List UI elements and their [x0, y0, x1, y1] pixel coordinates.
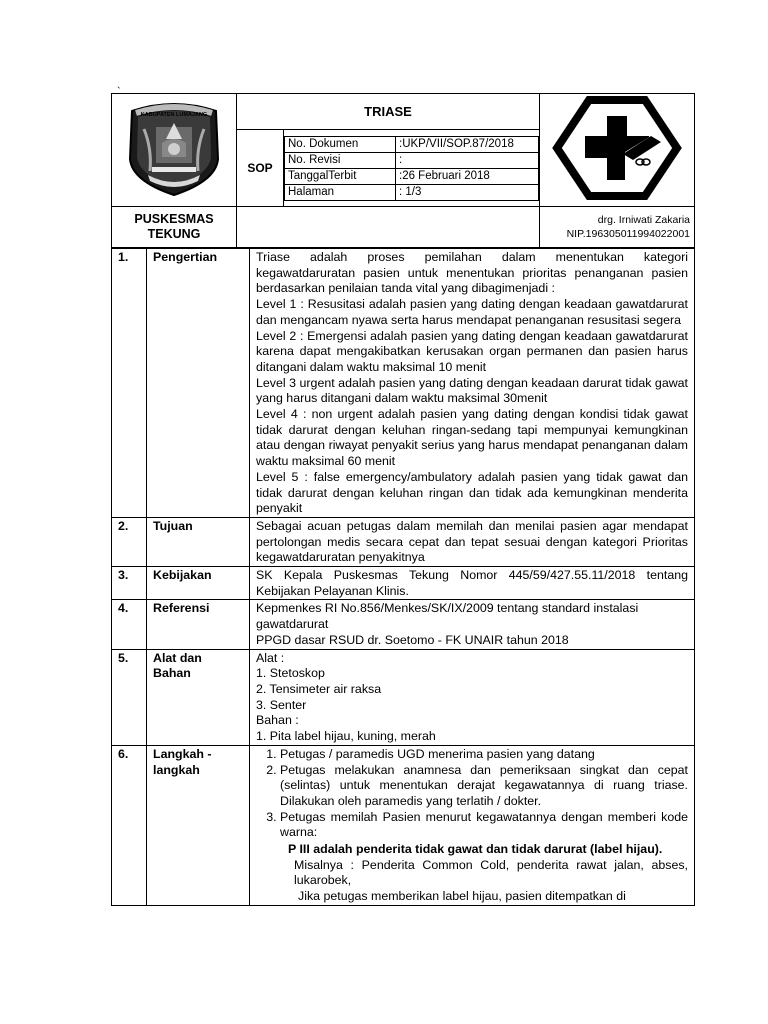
document-title: TRIASE [237, 94, 540, 130]
section-number: 5. [112, 649, 147, 745]
section-label: Alat dan Bahan [147, 649, 250, 745]
paragraph: 1. Stetoskop [256, 666, 325, 681]
section-row [112, 745, 695, 905]
paragraph: Level 5 : false emergency/ambulatory adalah pasien yang tidak gawat dan tidak darurat dengan keluhan ringan dan tidak ada kemungkinan menderita penyakit [256, 469, 688, 516]
section-content [250, 567, 695, 600]
section-number: 3. [112, 567, 147, 600]
puskesmas-logo-cell [540, 94, 695, 207]
sop-content-table [111, 248, 695, 906]
section-row [112, 567, 695, 600]
section-row [112, 649, 695, 745]
signer-name: drg. Irniwati Zakaria [597, 214, 690, 226]
meta-key: No. Dokumen [285, 136, 396, 152]
section-label: Pengertian [147, 249, 250, 518]
example-text: Misalnya : Penderita Common Cold, penderita rawat jalan, abses, lukarobek, [294, 857, 688, 888]
blank-cell [237, 207, 540, 248]
section-row [112, 517, 695, 566]
continuation-text: Jika petugas memberikan label hijau, pasien ditempatkan di [298, 889, 626, 904]
paragraph: Level 4 : non urgent adalah pasien yang dating dengan kondisi tidak gawat tidak darurat dengan keluhan ringan-sedang tapi mempunyai kemungkinan atau dengan riwayat penyakit serius yang harus mendapat penanganan dalam waktu maksimal 60 menit [256, 407, 688, 469]
meta-value: : 1/3 [396, 184, 539, 200]
paragraph: PPGD dasar RSUD dr. Soetomo - FK UNAIR tahun 2018 [256, 632, 569, 647]
organization-label: PUSKESMAS TEKUNG [134, 212, 214, 241]
svg-text:KABUPATEN LUMAJANG: KABUPATEN LUMAJANG [140, 111, 208, 118]
priority-label: P III adalah penderita tidak gawat dan tidak darurat (label hijau). [288, 842, 663, 857]
document-header [111, 93, 695, 248]
section-number: 2. [112, 517, 147, 566]
step-item: 1. Petugas / paramedis UGD menerima pasien yang datang [280, 747, 688, 763]
meta-row [285, 152, 539, 168]
paragraph: Bahan : [256, 713, 299, 728]
section-content [250, 600, 695, 649]
section-content [250, 517, 695, 566]
paragraph: 2. Tensimeter air raksa [256, 681, 382, 696]
section-label: Langkah - langkah [147, 745, 250, 905]
paragraph: 3. Senter [256, 697, 307, 712]
steps-list [256, 747, 688, 841]
section-content [250, 249, 695, 518]
meta-value: : [396, 152, 539, 168]
corner-mark: ` [117, 86, 121, 98]
document-meta [284, 136, 539, 201]
meta-value: :26 Februari 2018 [396, 168, 539, 184]
paragraph: Level 3 urgent adalah pasien yang dating dengan keadaan darurat tidak gawat yang harus ditangani dalam waktu maksimal 30menit [256, 375, 688, 406]
document-meta-cell [284, 130, 540, 207]
meta-key: TanggalTerbit [285, 168, 396, 184]
paragraph: 1. Pita label hijau, kuning, merah [256, 729, 436, 744]
step-item: 3. Petugas memilah Pasien menurut kegawatannya dengan memberi kode warna: [280, 810, 688, 841]
puskesmas-hexagon-cross-logo [547, 96, 687, 200]
section-row [112, 249, 695, 518]
section-row [112, 600, 695, 649]
section-number: 4. [112, 600, 147, 649]
meta-row [285, 136, 539, 152]
paragraph: SK Kepala Puskesmas Tekung Nomor 445/59/427.55.11/2018 tentang Kebijakan Pelayanan Klinis. [256, 568, 688, 598]
section-content [250, 745, 695, 905]
section-label: Kebijakan [147, 567, 250, 600]
sop-label: SOP [237, 130, 284, 207]
regency-logo-cell [112, 94, 237, 207]
paragraph: Triase adalah proses pemilahan dalam menentukan kategori kegawatdaruratan pasien untuk menentukan prioritas penanganan pasien berdasarkan penilaian tanda vital yang dibagimenjadi : [256, 250, 688, 296]
section-content [250, 649, 695, 745]
meta-value: :UKP/VII/SOP.87/2018 [396, 136, 539, 152]
section-number: 6. [112, 745, 147, 905]
section-number: 1. [112, 249, 147, 518]
signature-block [540, 207, 695, 248]
paragraph: Alat : [256, 650, 285, 665]
meta-key: No. Revisi [285, 152, 396, 168]
regency-shield-logo [122, 99, 226, 197]
meta-row [285, 184, 539, 200]
organization-name [112, 207, 237, 248]
section-label: Referensi [147, 600, 250, 649]
paragraph: Level 2 : Emergensi adalah pasien yang dating dengan keadaan gawatdarurat karena dapat mengakibatkan kerusakan organ permanen dan pasien harus ditangani dalam waktu maksimal 10 menit [256, 328, 688, 374]
section-label: Tujuan [147, 517, 250, 566]
paragraph: Kepmenkes RI No.856/Menkes/SK/IX/2009 tentang standard instalasi gawatdarurat [256, 601, 639, 632]
paragraph: Sebagai acuan petugas dalam memilah dan menilai pasien agar mendapat pertolongan medis secara cepat dan tepat sesuai dengan kategori Prioritas kegawatdaruratan penyakitnya [256, 518, 688, 565]
meta-key: Halaman [285, 184, 396, 200]
signer-nip: NIP.196305011994022001 [566, 228, 690, 240]
paragraph: Level 1 : Resusitasi adalah pasien yang dating dengan keadaan gawatdarurat dan mengancam nyawa serta harus mendapat penanganan resusitasi segera [256, 297, 688, 327]
step-item: 2. Petugas melakukan anamnesa dan pemeriksaan singkat dan cepat (selintas) untuk menentukan derajat kegawatannya di ruang triase. Dilakukan oleh paramedis yang terlatih / dokter. [280, 763, 688, 810]
meta-row [285, 168, 539, 184]
